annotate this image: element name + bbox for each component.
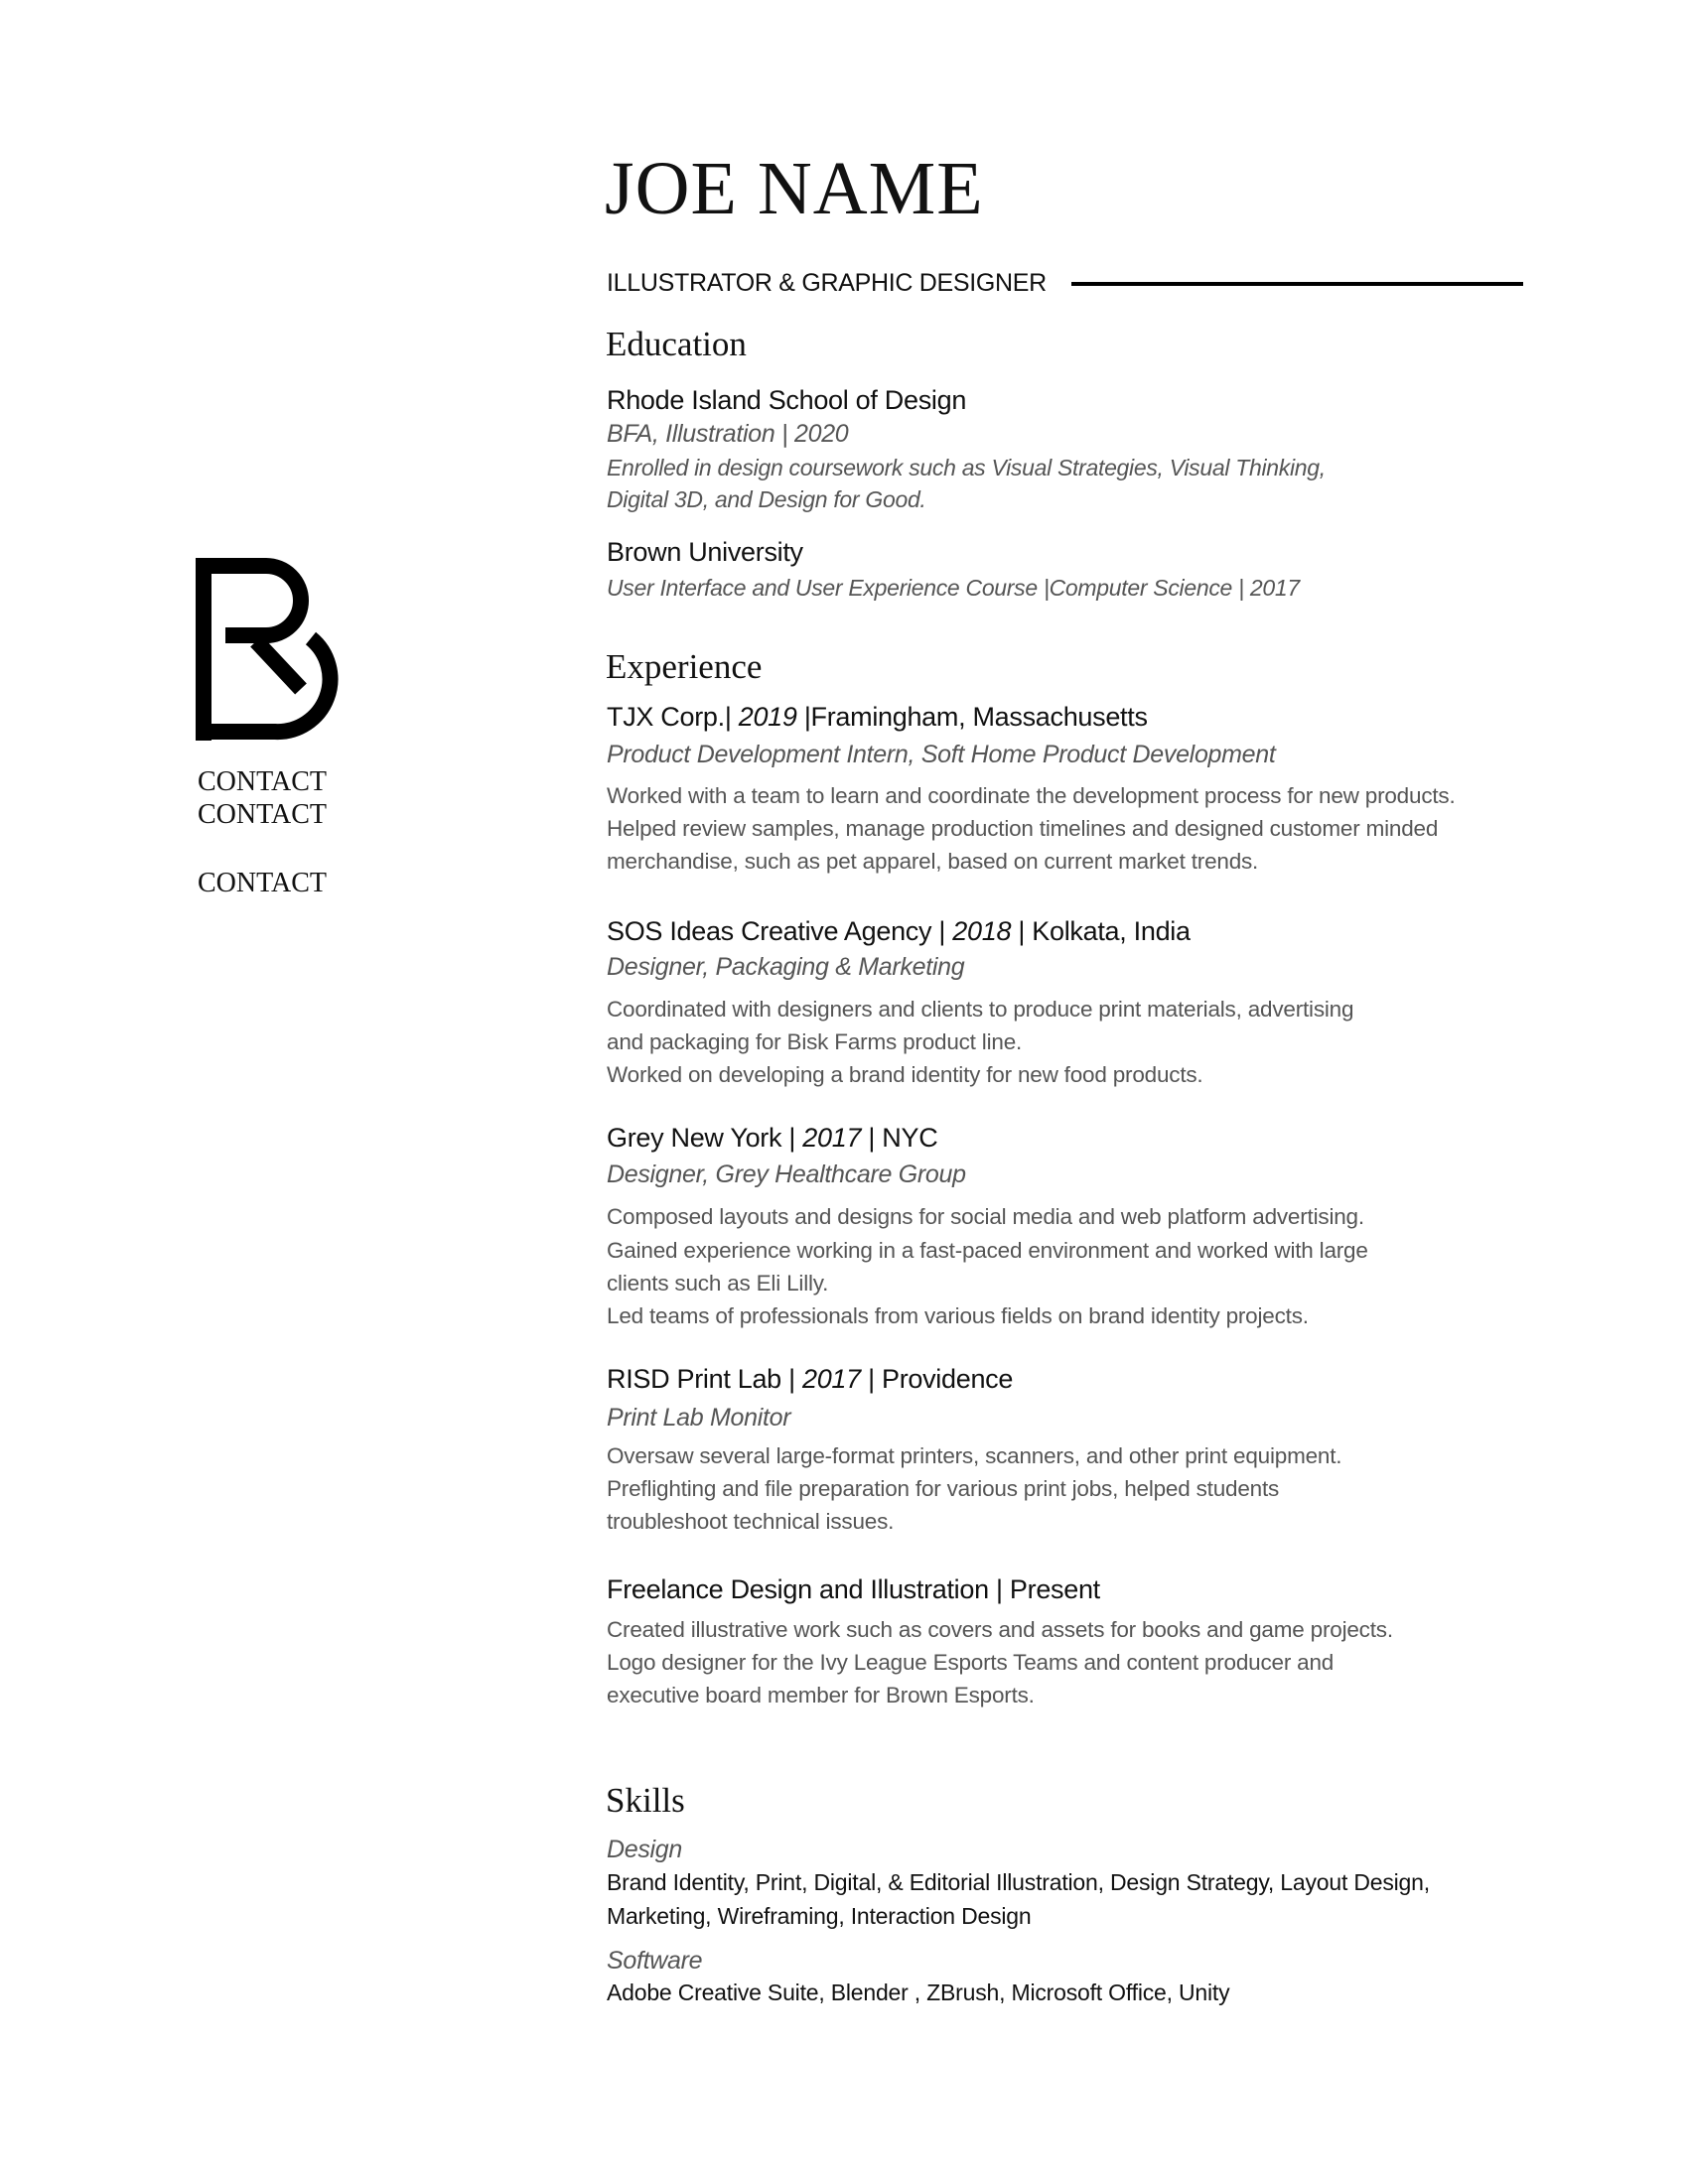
experience-line: Composed layouts and designs for social media and web platform advertising. — [607, 1204, 1364, 1229]
contact-line-2: CONTACT — [198, 799, 327, 830]
experience-line: clients such as Eli Lilly. — [607, 1271, 829, 1296]
skills-software-label: Software — [607, 1947, 703, 1975]
experience-line: Logo designer for the Ivy League Esports Teams and content producer and — [607, 1650, 1335, 1675]
org: TJX Corp.| — [607, 702, 739, 732]
experience-line: Created illustrative work such as covers and assets for books and game projects. — [607, 1617, 1393, 1642]
experience-line: Worked on developing a brand identity for new food products. — [607, 1062, 1203, 1087]
experience-title — [607, 701, 1148, 733]
place: | NYC — [861, 1123, 938, 1153]
experience-line: Preflighting and file preparation for various print jobs, helped students — [607, 1476, 1280, 1501]
experience-heading: Experience — [606, 647, 763, 686]
experience-line: Helped review samples, manage production timelines and designed customer minded — [607, 816, 1439, 841]
place: | Providence — [860, 1364, 1014, 1394]
experience-line: Oversaw several large-format printers, scanners, and other print equipment. — [607, 1443, 1342, 1468]
year: 2017 — [802, 1123, 862, 1153]
experience-role: Print Lab Monitor — [607, 1404, 791, 1432]
experience-line: Gained experience working in a fast-paced environment and worked with large — [607, 1238, 1368, 1263]
org: Grey New York | — [607, 1123, 803, 1153]
degree: User Interface and User Experience Course |Computer Science | 2017 — [607, 575, 1300, 601]
job-title: ILLUSTRATOR & GRAPHIC DESIGNER — [607, 269, 1047, 297]
experience-line: and packaging for Bisk Farms product line. — [607, 1029, 1023, 1054]
experience-title — [607, 915, 1191, 947]
org: SOS Ideas Creative Agency | — [607, 916, 953, 946]
contact-line-3: CONTACT — [198, 868, 327, 898]
degree: BFA, Illustration | 2020 — [607, 420, 849, 448]
year: 2019 — [738, 702, 797, 732]
monogram-logo — [196, 558, 340, 741]
experience-title — [607, 1363, 1013, 1395]
year: 2018 — [952, 916, 1012, 946]
experience-line: Led teams of professionals from various fields on brand identity projects. — [607, 1303, 1309, 1328]
experience-line: executive board member for Brown Esports. — [607, 1683, 1035, 1707]
school-name: Rhode Island School of Design — [607, 385, 967, 415]
experience-role: Product Development Intern, Soft Home Product Development — [607, 741, 1276, 768]
title-rule — [1071, 282, 1523, 286]
place: |Framingham, Massachusetts — [796, 702, 1148, 732]
contact-line-1: CONTACT — [198, 766, 327, 797]
skills-design-line: Brand Identity, Print, Digital, & Editorial Illustration, Design Strategy, Layout Design, — [607, 1869, 1430, 1895]
experience-role: Designer, Packaging & Marketing — [607, 953, 965, 981]
experience-line: Coordinated with designers and clients to produce print materials, advertising — [607, 997, 1354, 1022]
experience-line: troubleshoot technical issues. — [607, 1509, 895, 1534]
skills-design-line: Marketing, Wireframing, Interaction Design — [607, 1903, 1032, 1929]
skills-design-label: Design — [607, 1836, 683, 1863]
experience-line: Worked with a team to learn and coordinate the development process for new products. — [607, 783, 1456, 808]
skills-heading: Skills — [606, 1781, 685, 1820]
experience-title: Freelance Design and Illustration | Present — [607, 1574, 1100, 1604]
org: RISD Print Lab | — [607, 1364, 802, 1394]
experience-role: Designer, Grey Healthcare Group — [607, 1160, 966, 1188]
education-detail: Digital 3D, and Design for Good. — [607, 486, 926, 512]
year: 2017 — [802, 1364, 861, 1394]
skills-software-line: Adobe Creative Suite, Blender , ZBrush, Microsoft Office, Unity — [607, 1979, 1230, 2005]
place: | Kolkata, India — [1011, 916, 1191, 946]
person-name: JOE NAME — [605, 147, 984, 230]
experience-title — [607, 1122, 937, 1154]
experience-line: merchandise, such as pet apparel, based on current market trends. — [607, 849, 1259, 874]
education-heading: Education — [606, 325, 747, 363]
school-name: Brown University — [607, 537, 803, 567]
education-detail: Enrolled in design coursework such as Visual Strategies, Visual Thinking, — [607, 455, 1326, 480]
